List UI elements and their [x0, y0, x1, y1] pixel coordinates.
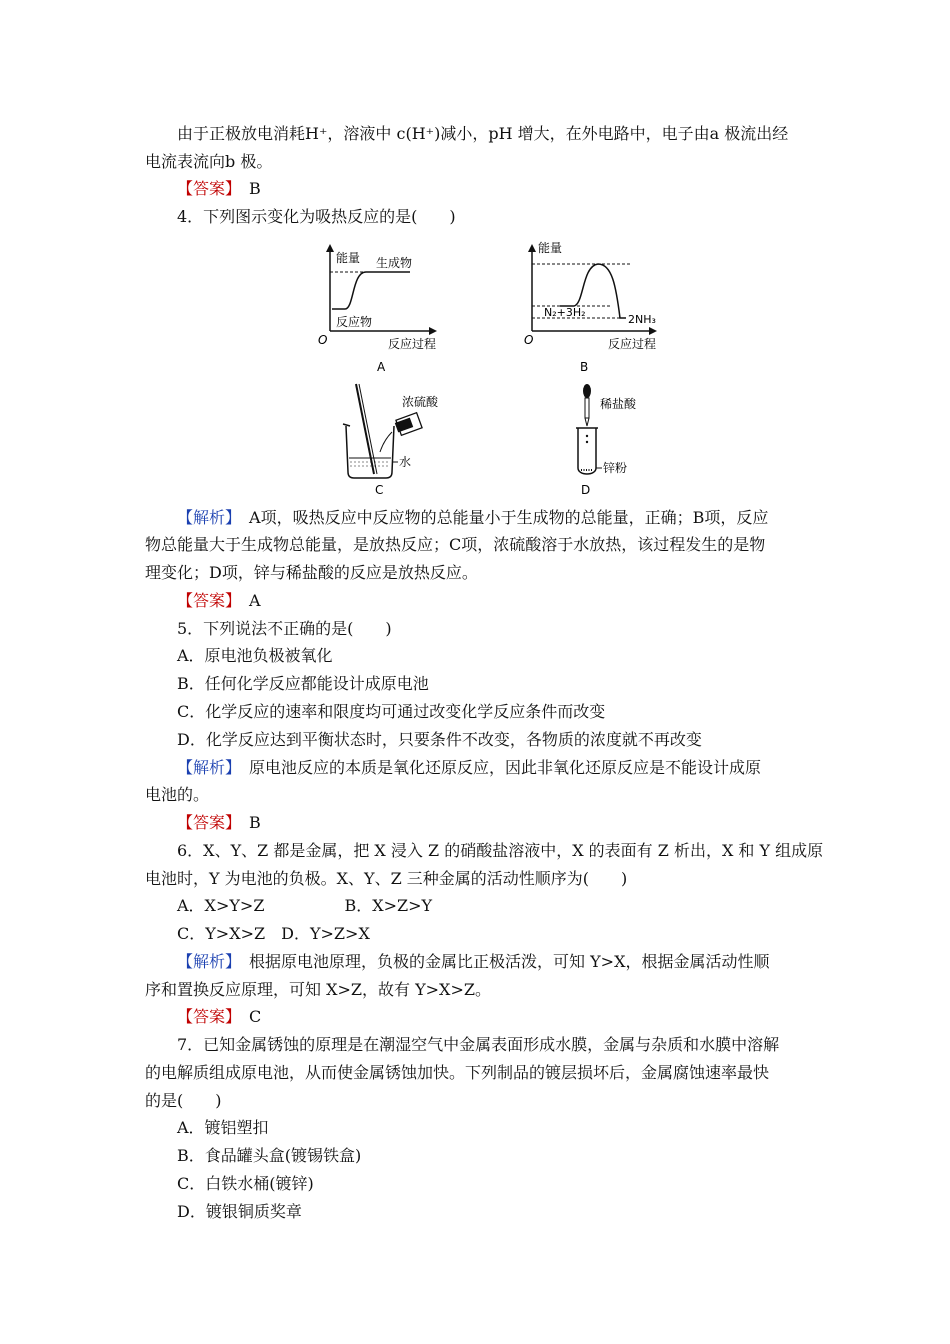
answer-value: B: [249, 179, 261, 198]
diagram-a-ylabel: 能量: [336, 251, 361, 265]
analysis-text: 根据原电池原理，负极的金属比正极活泼，可知 Y>X，根据金属活动性顺: [249, 952, 770, 971]
diagram-b-reactant-label: N₂+3H₂: [544, 306, 586, 319]
apparatus-c-caption: C: [375, 483, 384, 497]
analysis-line: [177, 508, 847, 528]
text-line: 电池的。: [145, 785, 210, 804]
answer-line: [177, 813, 847, 833]
apparatus-d-caption: D: [581, 483, 591, 497]
answer-line: [177, 591, 847, 611]
text-line: 的是( ): [145, 1091, 222, 1110]
analysis-tag: 【解析】: [177, 508, 234, 527]
text-line: 电流表流向b 极。: [145, 152, 273, 171]
diagram-a-reactant-label: 反应物: [336, 315, 373, 329]
text-line: 电池时，Y 为电池的负极。X、Y、Z 三种金属的活动性顺序为( ): [145, 869, 628, 888]
analysis-tag: 【解析】: [177, 758, 234, 777]
apparatus-d-label-zinc: 锌粉: [603, 461, 628, 475]
answer-tag: 【答案】: [177, 179, 234, 198]
answer-tag: 【答案】: [177, 813, 234, 832]
question-4: 4．下列图示变化为吸热反应的是( ): [177, 207, 456, 226]
option-line: A．原电池负极被氧化: [177, 646, 333, 665]
option-line: C．化学反应的速率和限度均可通过改变化学反应条件而改变: [177, 702, 606, 721]
diagram-a-caption: A: [377, 360, 386, 374]
analysis-line: [177, 758, 847, 778]
answer-line: [177, 179, 847, 199]
diagram-b-caption: B: [580, 360, 589, 374]
diagram-b-ylabel: 能量: [538, 241, 563, 255]
apparatus-c-label-water: 水: [399, 455, 412, 469]
analysis-text: 原电池反应的本质是氧化还原反应，因此非氧化还原反应是不能设计成原: [249, 758, 762, 777]
question-4-figure: [310, 236, 680, 498]
analysis-tag: 【解析】: [177, 952, 234, 971]
analysis-line: [177, 952, 847, 972]
answer-line: [177, 1007, 847, 1027]
answer-value: B: [249, 813, 261, 832]
answer-value: A: [249, 591, 261, 610]
option-line: C．白铁水桶(镀锌): [177, 1174, 314, 1193]
answer-tag: 【答案】: [177, 591, 234, 610]
option-line: D．镀银铜质奖章: [177, 1202, 302, 1221]
question-7: 7．已知金属锈蚀的原理是在潮湿空气中金属表面形成水膜，金属与杂质和水膜中溶解: [177, 1035, 780, 1054]
answer-value: C: [249, 1007, 262, 1026]
option-line: D．化学反应达到平衡状态时，只要条件不改变，各物质的浓度就不再改变: [177, 730, 702, 749]
option-line: C．Y>X>Z D．Y>Z>X: [177, 924, 370, 943]
option-line: B．任何化学反应都能设计成原电池: [177, 674, 429, 693]
option-line: A．镀铝塑扣: [177, 1118, 269, 1137]
option-line: B．食品罐头盒(镀锡铁盒): [177, 1146, 362, 1165]
text-line: 物总能量大于生成物总能量，是放热反应；C项，浓硫酸溶于水放热，该过程发生的是物: [145, 535, 766, 554]
apparatus-c-label-acid: 浓硫酸: [402, 395, 439, 409]
energy-diagram-a: [318, 244, 437, 374]
apparatus-c: [343, 384, 439, 497]
diagram-a-xlabel: 反应过程: [388, 337, 437, 351]
energy-diagram-b: [524, 240, 657, 374]
diagram-b-product-label: 2NH₃: [628, 313, 656, 326]
question-5: 5．下列说法不正确的是( ): [177, 619, 392, 638]
option-line: A．X>Y>Z B．X>Z>Y: [177, 896, 433, 915]
text-line: 理变化；D项，锌与稀盐酸的反应是放热反应。: [145, 563, 478, 582]
answer-tag: 【答案】: [177, 1007, 234, 1026]
apparatus-d-label-acid: 稀盐酸: [600, 397, 637, 411]
diagram-a-origin: O: [318, 333, 328, 347]
text-line: 序和置换反应原理，可知 X>Z，故有 Y>X>Z。: [145, 980, 491, 999]
diagram-b-xlabel: 反应过程: [608, 337, 657, 351]
diagram-b-origin: O: [524, 333, 534, 347]
text-line: 由于正极放电消耗H⁺，溶液中 c(H⁺)减小，pH 增大，在外电路中，电子由a 极流出经: [177, 124, 789, 143]
analysis-text: A项，吸热反应中反应物的总能量小于生成物的总能量，正确；B项，反应: [249, 508, 769, 527]
diagram-a-product-label: 生成物: [376, 256, 413, 270]
apparatus-d: [576, 384, 637, 497]
text-line: 的电解质组成原电池，从而使金属锈蚀加快。下列制品的镀层损坏后，金属腐蚀速率最快: [145, 1063, 770, 1082]
question-6: 6．X、Y、Z 都是金属，把 X 浸入 Z 的硝酸盐溶液中，X 的表面有 Z 析出，X 和 Y 组成原: [177, 841, 824, 860]
